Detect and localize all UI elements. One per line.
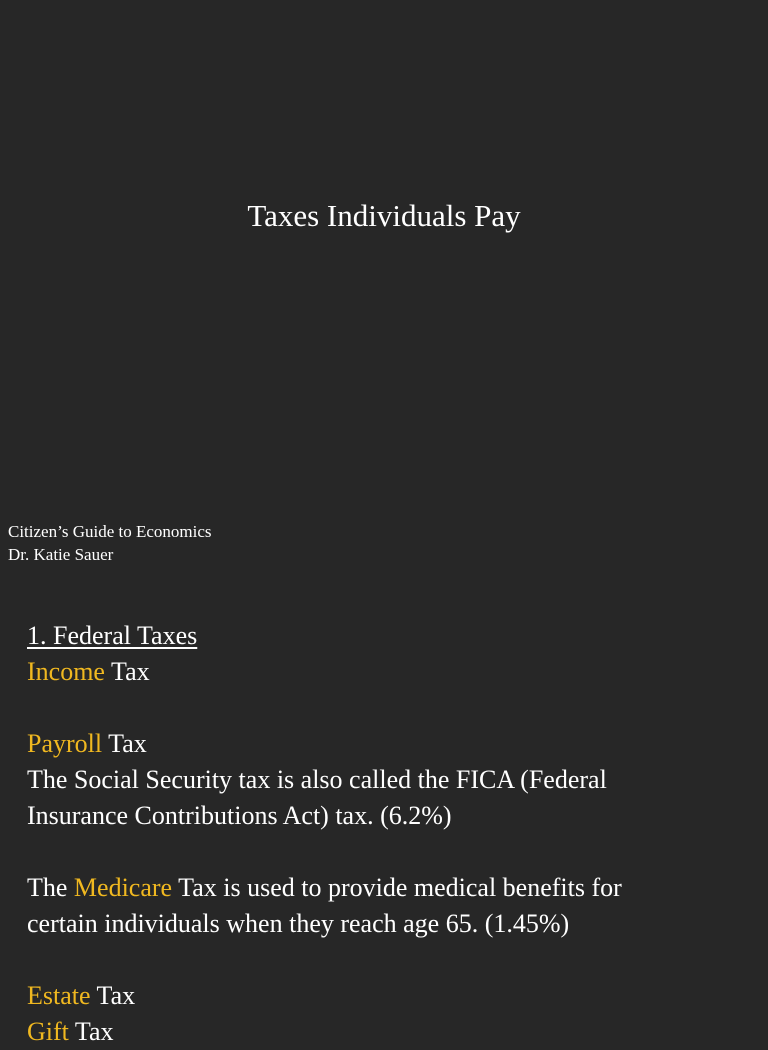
- estate-rest: Tax: [90, 981, 136, 1010]
- payroll-rest: Tax: [102, 729, 147, 758]
- gift-highlight: Gift: [27, 1017, 69, 1046]
- slide-content: [27, 618, 747, 1050]
- spacer: [27, 690, 747, 726]
- income-highlight: Income: [27, 657, 105, 686]
- section-heading: 1. Federal Taxes: [27, 621, 198, 650]
- fica-line-1: The Social Security tax is also called the FICA (Federal: [27, 765, 607, 794]
- byline: [8, 520, 212, 566]
- spacer: [27, 942, 747, 978]
- fica-line-2: Insurance Contributions Act) tax. (6.2%): [27, 801, 452, 830]
- medicare-highlight: Medicare: [73, 873, 173, 902]
- slide-title: Taxes Individuals Pay: [247, 198, 521, 233]
- payroll-tax-line: [27, 726, 747, 762]
- payroll-highlight: Payroll: [27, 729, 103, 758]
- spacer: [27, 834, 747, 870]
- medicare-prefix: The: [27, 873, 74, 902]
- gift-tax-line: [27, 1014, 747, 1050]
- estate-tax-line: [27, 978, 747, 1014]
- medicare-rest: Tax is used to provide medical benefits for: [172, 873, 622, 902]
- course-name: Citizen’s Guide to Economics: [8, 522, 212, 541]
- income-rest: Tax: [104, 657, 150, 686]
- gift-rest: Tax: [68, 1017, 114, 1046]
- author-name: Dr. Katie Sauer: [8, 545, 114, 564]
- medicare-line-1: [27, 870, 747, 906]
- income-tax-line: [27, 654, 747, 690]
- estate-highlight: Estate: [27, 981, 91, 1010]
- medicare-line-2: certain individuals when they reach age 65. (1.45%): [27, 909, 570, 938]
